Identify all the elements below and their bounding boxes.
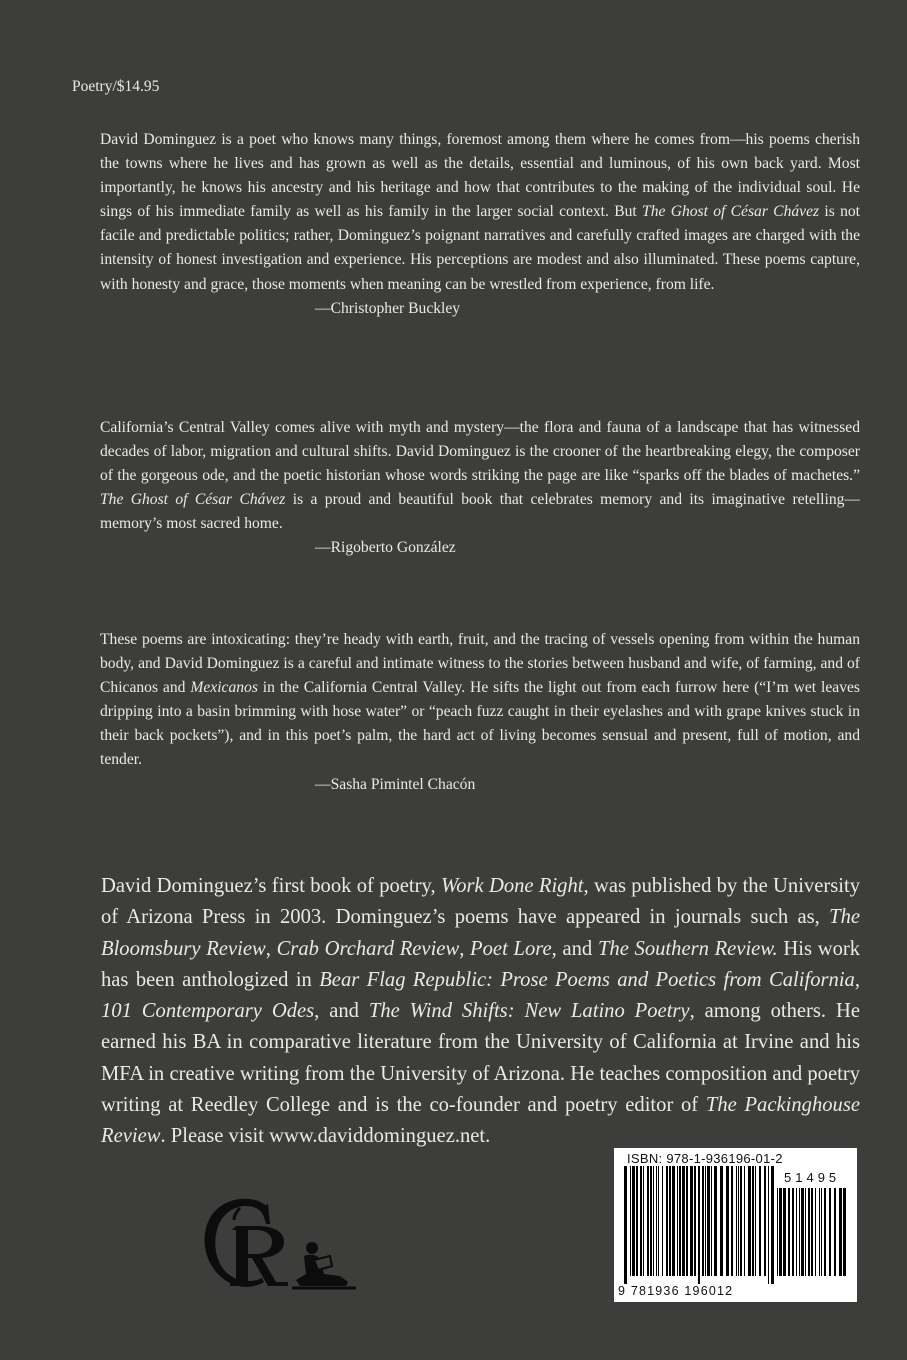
barcode-bar (650, 1166, 652, 1276)
barcode-bar (726, 1166, 729, 1276)
barcode-bar (682, 1166, 685, 1276)
barcode-bar (694, 1166, 696, 1276)
text-run: , and (314, 1000, 369, 1023)
blurb-attribution: —Sasha Pimintel Chacón (315, 775, 476, 793)
blurb-attribution: —Christopher Buckley (315, 299, 461, 317)
blurb-text (100, 628, 860, 773)
barcode-bar (811, 1188, 813, 1276)
barcode-bar (658, 1166, 659, 1276)
barcode-bar (824, 1188, 826, 1276)
italic-title: Poet Lore (470, 937, 552, 960)
ean-barcode-bars (624, 1166, 774, 1286)
text-run: . Please visit www.daviddominguez.net. (160, 1125, 491, 1148)
italic-title: 101 Contemporary Odes (101, 1000, 315, 1023)
text-run: David Dominguez is a poet who knows many things, foremost among them where he comes from—his poems cherish the towns where he lives and has grown as well as the details, essential and luminous, of his own back yard. Most importantly, he knows his ancestry and his heritage and how that contributes to the making of the individual soul. He sings of his immediate family as well as his family in the larger social context. But (100, 131, 860, 221)
blurb-attribution: —Rigoberto González (315, 539, 456, 557)
barcode-bar (679, 1166, 681, 1276)
barcode-bar (829, 1188, 831, 1276)
italic-title: Work Done Right (440, 875, 584, 897)
text-run: David Dominguez’s first book of poetry, (101, 875, 441, 897)
barcode-bar (636, 1166, 638, 1276)
barcode-bar (630, 1166, 631, 1276)
barcode-bar (662, 1166, 663, 1276)
italic-title: The Southern Review. (597, 937, 778, 960)
barcode-bar (640, 1166, 642, 1276)
italic-title: The Bloomsbury Review (101, 906, 860, 960)
text-run: , (265, 937, 277, 960)
text-run: , and (551, 937, 598, 960)
barcode-bar (777, 1188, 778, 1276)
barcode-bar (815, 1188, 816, 1276)
price-code: 51495 (784, 1170, 841, 1185)
barcode-bar (656, 1166, 657, 1276)
barcode-bar (783, 1188, 786, 1276)
barcode-bar (677, 1166, 678, 1276)
barcode-bar (653, 1166, 654, 1276)
italic-title: Mexicanos (190, 679, 258, 697)
barcode-bar (690, 1166, 693, 1276)
barcode-bar (779, 1188, 782, 1276)
author-bio (101, 871, 860, 1153)
category-price: Poetry/$14.95 (72, 78, 160, 95)
barcode-bar (801, 1188, 804, 1276)
barcode-bar (705, 1166, 706, 1276)
text-run: , (854, 968, 860, 991)
price-addon-bars (777, 1188, 849, 1286)
barcode-bar (821, 1188, 822, 1276)
text-run: , was published by the University of Arizona Press in 2003. Dominguez’s poems have appeared in journals such as, (101, 875, 860, 929)
barcode-bar (686, 1166, 688, 1276)
barcode-bar (843, 1188, 846, 1276)
italic-title: The Ghost of César Chávez (642, 203, 820, 221)
italic-title: The Ghost of César Chávez (100, 491, 286, 509)
text-run: is a proud and beautiful book that celebrates memory and its imaginative retelling—memory’s most sacred home. (100, 491, 861, 533)
text-run: in the California Central Valley. He sifts the light out from each furrow here (“I’m wet leaves dripping into a basin brimming with hose water” or “peach fuzz caught in their eyelashes and with grape knives stuck in their back pockets”), and in this poet’s palm, the hard act of living becomes sensual and present, full of motion, and tender. (100, 679, 860, 769)
barcode-bar (834, 1188, 836, 1276)
barcode-bar (792, 1188, 794, 1276)
ean-digits: 9 781936 196012 (618, 1284, 734, 1298)
barcode-bar (736, 1166, 737, 1276)
barcode-bar (707, 1166, 710, 1276)
barcode-bar (839, 1188, 842, 1276)
barcode-bar (755, 1166, 756, 1276)
isbn-label: ISBN: 978-1-936196-01-2 (627, 1151, 783, 1166)
blurb-text (100, 128, 860, 297)
barcode-bar (748, 1166, 751, 1276)
italic-title: The Wind Shifts: New Latino Poetry (368, 1000, 690, 1023)
barcode-bar (752, 1166, 754, 1276)
italic-title: Bear Flag Republic: Prose Poems and Poetics from California (319, 968, 855, 991)
barcode-bar (796, 1188, 797, 1276)
barcode-bar (740, 1166, 742, 1276)
barcode-bar (808, 1188, 810, 1276)
barcode-bar (738, 1166, 739, 1276)
barcode-bar (672, 1166, 675, 1276)
italic-title: The Packinghouse Review (101, 1094, 860, 1148)
barcode-bar (624, 1166, 627, 1284)
blurb-quote (100, 628, 860, 797)
barcode-bar (720, 1166, 723, 1276)
blurb-quote (100, 416, 860, 561)
blurb-text (100, 416, 860, 536)
barcode-bar (764, 1166, 766, 1276)
text-run: , among others. He earned his BA in comparative literature from the University of California at Irvine and his MFA in creative writing from the University of Arizona. He teaches composition and poetry writing at Reedley College and is the co-founder and poetry editor of (101, 1000, 860, 1117)
text-run: , (459, 937, 471, 960)
italic-title: Crab Orchard Review (276, 937, 460, 960)
barcode-bar (759, 1166, 761, 1276)
barcode-bar (666, 1166, 668, 1276)
barcode-bar (731, 1166, 733, 1276)
text-run: These poems are intoxicating: they’re heady with earth, fruit, and the tracing of vessels opening from within the human body, and David Dominguez is a careful and intimate witness to the stories between husband and wife, of farming, and of Chicanos and (100, 631, 860, 697)
barcode-bar (632, 1166, 635, 1276)
text-run: California’s Central Valley comes alive with myth and mystery—the flora and fauna of a landscape that has witnessed decades of labor, migration and cultural shifts. David Dominguez is the crooner of the heartbreaking elegy, the composer of the gorgeous ode, and the poetic historian whose words striking the page are like “sparks off the blades of machetes.” (100, 419, 860, 485)
barcode-bar (788, 1188, 790, 1276)
publisher-cr-logo-icon (196, 1190, 366, 1300)
barcode-bar (643, 1166, 644, 1276)
barcode-bar (768, 1166, 769, 1284)
barcode-bar (805, 1188, 806, 1276)
barcode-bar (714, 1166, 717, 1276)
barcode-bar (711, 1166, 712, 1276)
barcode-bar (669, 1166, 671, 1276)
blurb-quote (100, 128, 860, 321)
barcode-bar (744, 1166, 745, 1276)
barcode-bar (698, 1166, 700, 1284)
barcode-bar (771, 1166, 774, 1284)
text-run: is not facile and predictable politics; rather, Dominguez’s poignant narratives and carefully crafted images are charged with the intensity of honest investigation and experience. His perceptions are modest and also illuminated. These poems capture, with honesty and grace, those moments when meaning can be wrestled from experience, from life. (100, 203, 860, 293)
barcode-bar (647, 1166, 649, 1276)
barcode-bar (819, 1188, 820, 1276)
barcode-bar (799, 1188, 800, 1276)
text-run: His work has been anthologized in (101, 937, 861, 991)
barcode-bar (702, 1166, 704, 1276)
isbn-barcode (614, 1148, 857, 1302)
